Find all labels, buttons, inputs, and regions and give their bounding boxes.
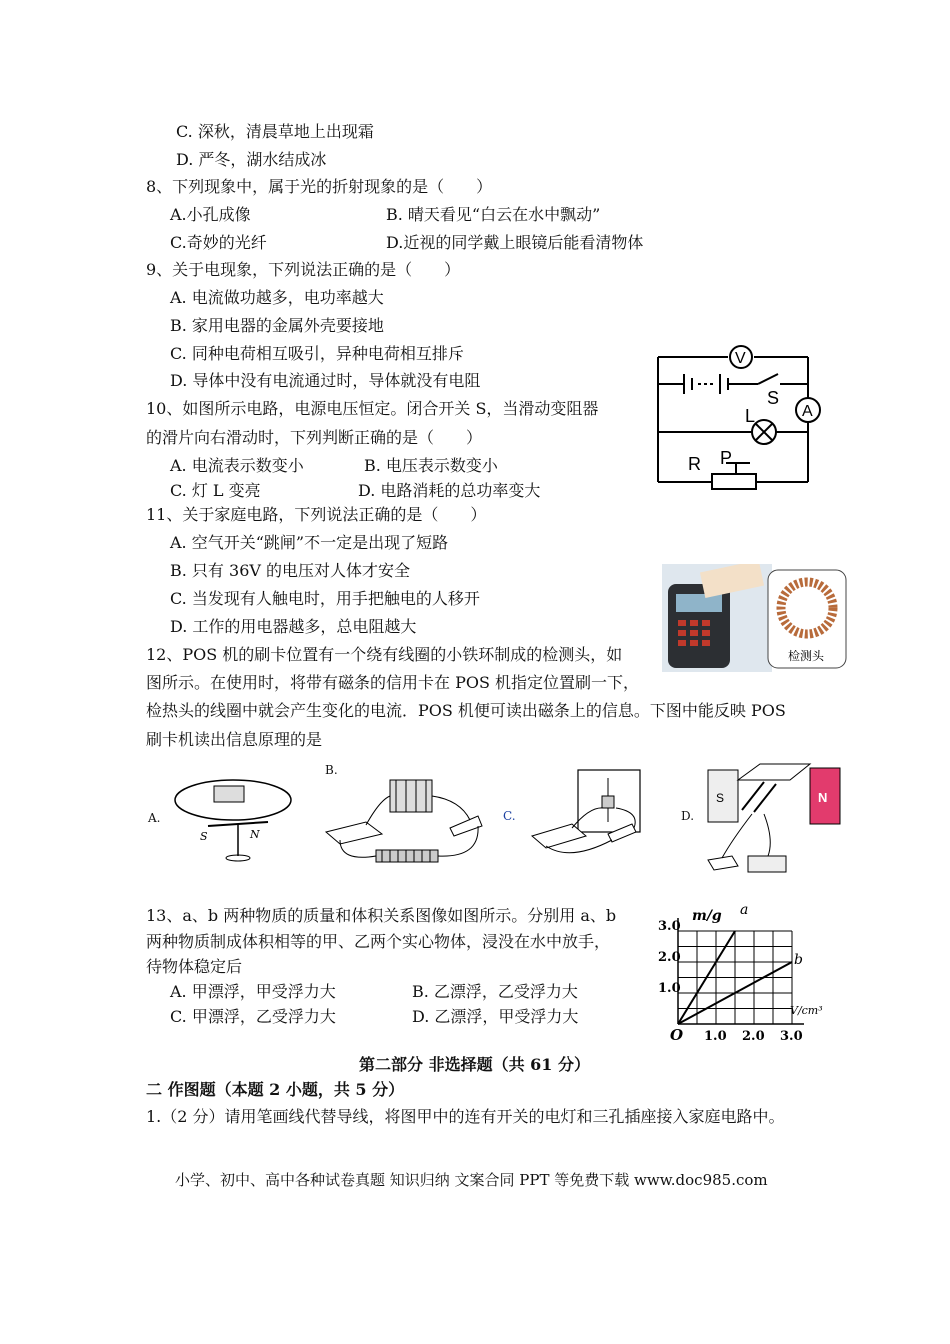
q12-option-b-label: B. bbox=[325, 763, 338, 777]
q10-stem-line1: 10、如图所示电路，电源电压恒定。闭合开关 S，当滑动变阻器 bbox=[146, 399, 599, 418]
part2-question-1: 1.（2 分）请用笔画线代替导线，将图甲中的连有开关的电灯和三孔插座接入家庭电路中。 bbox=[146, 1107, 785, 1126]
q8-option-b: B. 晴天看见“白云在水中飘动” bbox=[386, 205, 601, 224]
pos-machine-figure bbox=[662, 564, 848, 672]
q12-figure-d bbox=[702, 760, 844, 878]
q11-option-a: A. 空气开关“跳闸”不一定是出现了短路 bbox=[170, 533, 449, 552]
q12-figure-c bbox=[520, 766, 650, 864]
q9-stem: 9、关于电现象，下列说法正确的是（ ） bbox=[146, 260, 461, 279]
part2-title: 第二部分 非选择题（共 61 分） bbox=[359, 1055, 590, 1074]
voltmeter-label: V bbox=[735, 350, 746, 367]
q10-option-d: D. 电路消耗的总功率变大 bbox=[358, 481, 541, 500]
q9-option-c: C. 同种电荷相互吸引，异种电荷相互排斥 bbox=[170, 344, 464, 363]
graph-grid bbox=[678, 931, 792, 1024]
q11-option-c: C. 当发现有人触电时，用手把触电的人移开 bbox=[170, 589, 480, 608]
q10-stem-line2: 的滑片向右滑动时，下列判断正确的是（ ） bbox=[146, 428, 483, 447]
q7-option-d: D. 严冬，湖水结成冰 bbox=[176, 150, 327, 169]
q9-option-b: B. 家用电器的金属外壳要接地 bbox=[170, 316, 384, 335]
graph-ylabel: m/g bbox=[692, 908, 722, 924]
detector-head-label: 检测头 bbox=[788, 649, 825, 663]
graph-xlabel: V/cm³ bbox=[790, 1004, 823, 1017]
ammeter-label: A bbox=[802, 403, 813, 420]
q12-line4: 刷卡机读出信息原理的是 bbox=[146, 730, 323, 749]
needle-s-label: S bbox=[200, 830, 208, 843]
page-footer: 小学、初中、高中各种试卷真题 知识归纳 文案合同 PPT 等免费下载 www.doc985.com bbox=[175, 1171, 768, 1189]
graph-xtick-3: 3.0 bbox=[780, 1029, 803, 1042]
q7-option-c: C. 深秋，清晨草地上出现霜 bbox=[176, 122, 374, 141]
graph-ytick-3: 3.0 bbox=[658, 919, 681, 934]
q12-option-d-label: D. bbox=[681, 809, 695, 823]
graph-origin: O bbox=[670, 1026, 684, 1042]
q8-option-a: A.小孔成像 bbox=[170, 205, 251, 224]
part2-section-heading: 二 作图题（本题 2 小题，共 5 分） bbox=[146, 1080, 405, 1099]
q13-option-d: D. 乙漂浮，甲受浮力大 bbox=[412, 1007, 579, 1026]
graph-line-b-label: b bbox=[794, 952, 803, 968]
graph-ytick-2: 2.0 bbox=[658, 950, 681, 965]
q12-line2: 图所示。在使用时，将带有磁条的信用卡在 POS 机指定位置刷一下， bbox=[146, 673, 640, 692]
graph-xtick-2: 2.0 bbox=[742, 1029, 765, 1042]
graph-xtick-1: 1.0 bbox=[704, 1029, 727, 1042]
q9-option-d: D. 导体中没有电流通过时，导体就没有电阻 bbox=[170, 371, 481, 390]
q12-option-a-label: A. bbox=[148, 811, 161, 825]
q13-option-a: A. 甲漂浮，甲受浮力大 bbox=[170, 982, 336, 1001]
q10-option-b: B. 电压表示数变小 bbox=[364, 456, 498, 475]
q12-figure-a bbox=[168, 768, 298, 868]
magnet-s-label: S bbox=[716, 791, 725, 805]
q10-option-a: A. 电流表示数变小 bbox=[170, 456, 304, 475]
graph-line-a-label: a bbox=[740, 902, 749, 918]
q11-option-b: B. 只有 36V 的电压对人体才安全 bbox=[170, 561, 411, 580]
q9-option-a: A. 电流做功越多，电功率越大 bbox=[170, 288, 384, 307]
q13-option-c: C. 甲漂浮，乙受浮力大 bbox=[170, 1007, 336, 1026]
lamp-label: L bbox=[745, 406, 756, 426]
needle-n-label: N bbox=[250, 828, 260, 841]
q11-option-d: D. 工作的用电器越多，总电阻越大 bbox=[170, 617, 417, 636]
q10-circuit-diagram bbox=[632, 342, 837, 497]
q13-line2: 两种物质制成体积相等的甲、乙两个实心物体，浸没在水中放手， bbox=[146, 932, 611, 951]
q12-line1: 12、POS 机的刷卡位置有一个绕有线圈的小铁环制成的检测头，如 bbox=[146, 645, 623, 664]
q13-line3: 待物体稳定后 bbox=[146, 957, 243, 976]
q8-option-d: D.近视的同学戴上眼镜后能看清物体 bbox=[386, 233, 644, 252]
switch-label: S bbox=[767, 388, 780, 408]
q12-line3: 检热头的线圈中就会产生变化的电流．POS 机便可读出磁条上的信息。下图中能反映 POS bbox=[146, 701, 786, 720]
q11-stem: 11、关于家庭电路，下列说法正确的是（ ） bbox=[146, 505, 487, 524]
q10-option-c: C. 灯 L 变亮 bbox=[170, 481, 261, 500]
magnet-n-label: N bbox=[818, 790, 828, 805]
q8-option-c: C.奇妙的光纤 bbox=[170, 233, 267, 252]
q8-stem: 8、下列现象中，属于光的折射现象的是（ ） bbox=[146, 177, 493, 196]
q12-option-c-label: C. bbox=[503, 809, 516, 823]
q13-option-b: B. 乙漂浮，乙受浮力大 bbox=[412, 982, 578, 1001]
resistor-label: R bbox=[688, 454, 701, 474]
q12-figure-b bbox=[320, 770, 492, 870]
q13-line1: 13、a、b 两种物质的质量和体积关系图像如图所示。分别用 a、b bbox=[146, 906, 617, 925]
graph-ytick-1: 1.0 bbox=[658, 981, 681, 996]
slider-label: P bbox=[720, 448, 733, 468]
q13-mass-volume-graph bbox=[656, 900, 840, 1042]
